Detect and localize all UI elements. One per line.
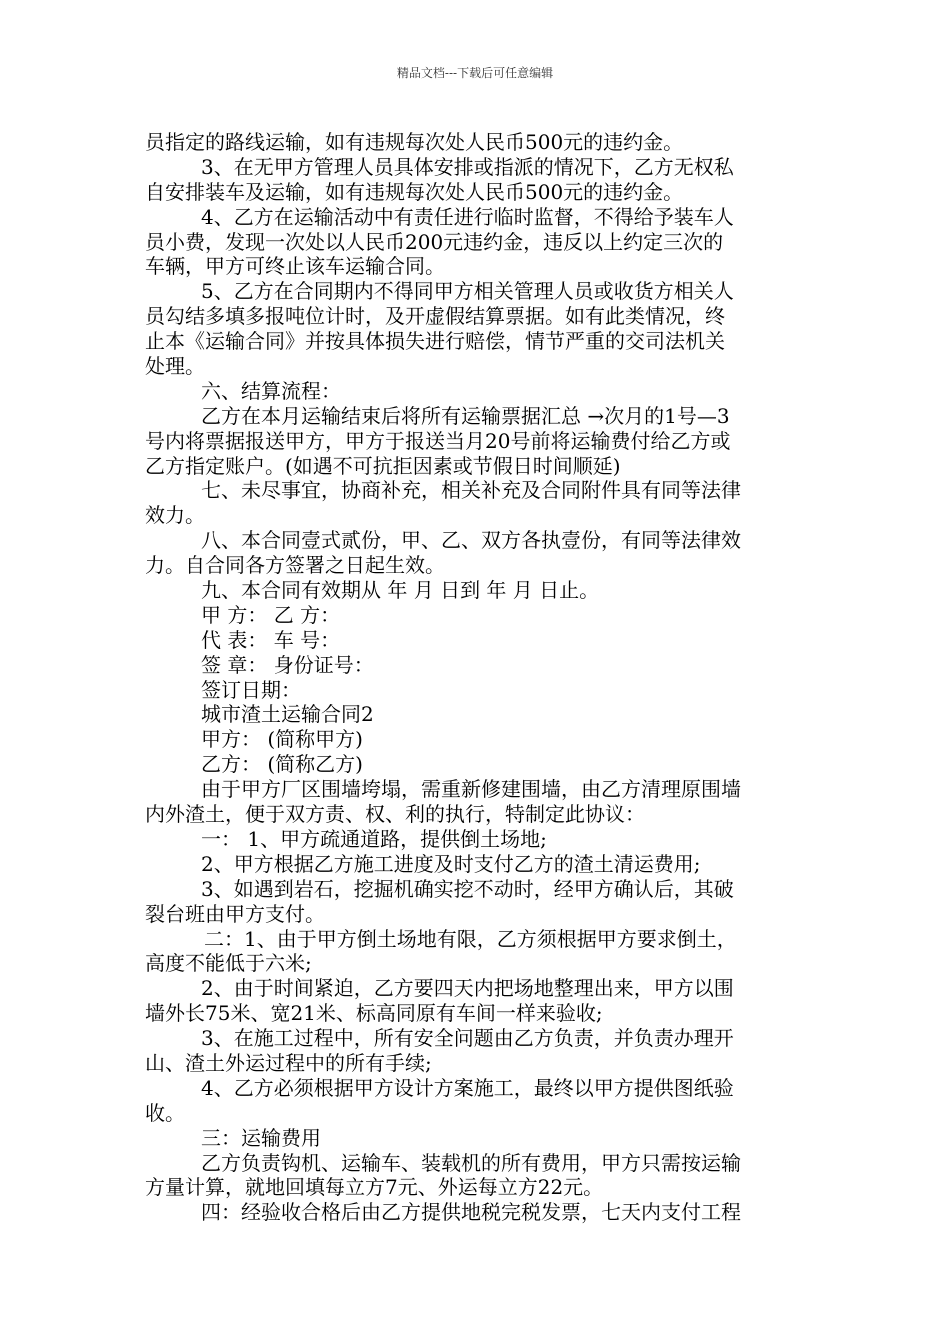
text-line: 乙方在本月运输结束后将所有运输票据汇总 →次月的1号—3 <box>201 403 730 428</box>
text-line: 4、乙方在运输活动中有责任进行临时监督，不得给予装车人 <box>201 204 734 229</box>
text-line: 2、由于时间紧迫，乙方要四天内把场地整理出来，甲方以围 <box>201 976 734 1001</box>
text-line: 3、在施工过程中，所有安全问题由乙方负责，并负责办理开 <box>201 1026 734 1051</box>
text-line: 签 章： 身份证号： <box>201 652 374 677</box>
text-line: 代 表： 车 号： <box>201 627 341 652</box>
text-line: 城市渣土运输合同2 <box>201 702 374 727</box>
text-line: 三：运输费用 <box>201 1125 321 1150</box>
text-line: 墙外长75米、宽21米、标高同原有车间一样来验收; <box>145 1001 603 1026</box>
text-line: 四：经验收合格后由乙方提供地税完税发票，七天内支付工程 <box>201 1200 741 1225</box>
page-header: 精品文档---下载后可任意编辑 <box>396 66 554 80</box>
text-line: 九、本合同有效期从 年 月 日到 年 月 日止。 <box>201 578 600 603</box>
text-line: 员勾结多填多报吨位计时，及开虚假结算票据。如有此类情况，终 <box>145 304 725 329</box>
text-line: 六、结算流程： <box>201 378 341 403</box>
text-line: 高度不能低于六米; <box>145 951 312 976</box>
text-line: 自安排装车及运输，如有违规每次处人民币500元的违约金。 <box>145 179 684 204</box>
text-line: 2、甲方根据乙方施工进度及时支付乙方的渣土清运费用; <box>201 851 701 876</box>
text-line: 3、如遇到岩石，挖掘机确实挖不动时，经甲方确认后，其破 <box>201 876 734 901</box>
text-line: 七、未尽事宜，协商补充，相关补充及合同附件具有同等法律 <box>201 478 741 503</box>
text-line: 止本《运输合同》并按具体损失进行赔偿，情节严重的交司法机关 <box>145 329 725 354</box>
text-line: 号内将票据报送甲方，甲方于报送当月20号前将运输费付给乙方或 <box>145 428 731 453</box>
text-line: 山、渣土外运过程中的所有手续; <box>145 1050 432 1075</box>
text-line: 乙方指定账户。(如遇不可抗拒因素或节假日时间顺延) <box>145 453 621 478</box>
text-line: 员小费，发现一次处以人民币200元违约金，违反以上约定三次的 <box>145 229 724 254</box>
text-line: 效力。 <box>145 503 205 528</box>
text-line: 二：1、由于甲方倒土场地有限，乙方须根据甲方要求倒土， <box>204 926 737 951</box>
text-line: 乙方负责钩机、运输车、装载机的所有费用，甲方只需按运输 <box>201 1150 741 1175</box>
text-line: 裂台班由甲方支付。 <box>145 901 325 926</box>
text-line: 处理。 <box>145 354 205 379</box>
document-body <box>145 130 810 1225</box>
text-line: 甲方： (简称甲方) <box>201 727 363 752</box>
text-line: 4、乙方必须根据甲方设计方案施工，最终以甲方提供图纸验 <box>201 1075 734 1100</box>
text-line: 员指定的路线运输，如有违规每次处人民币500元的违约金。 <box>145 130 684 154</box>
text-line: 签订日期： <box>201 677 301 702</box>
text-line: 甲 方： 乙 方： <box>201 602 341 627</box>
text-line: 八、本合同壹式贰份，甲、乙、双方各执壹份，有同等法律效 <box>201 528 741 553</box>
text-line: 5、乙方在合同期内不得同甲方相关管理人员或收货方相关人 <box>201 279 734 304</box>
text-line: 3、在无甲方管理人员具体安排或指派的情况下，乙方无权私 <box>201 154 734 179</box>
text-line: 内外渣土，便于双方责、权、利的执行，特制定此协议： <box>145 802 645 827</box>
text-line: 由于甲方厂区围墙垮塌，需重新修建围墙，由乙方清理原围墙 <box>201 777 741 802</box>
text-line: 一： 1、甲方疏通道路，提供倒土场地; <box>201 826 547 851</box>
text-line: 车辆，甲方可终止该车运输合同。 <box>145 254 445 279</box>
text-line: 乙方： (简称乙方) <box>201 752 363 777</box>
text-line: 方量计算，就地回填每立方7元、外运每立方22元。 <box>145 1175 604 1200</box>
text-line: 力。自合同各方签署之日起生效。 <box>145 553 445 578</box>
text-line: 收。 <box>145 1100 185 1125</box>
